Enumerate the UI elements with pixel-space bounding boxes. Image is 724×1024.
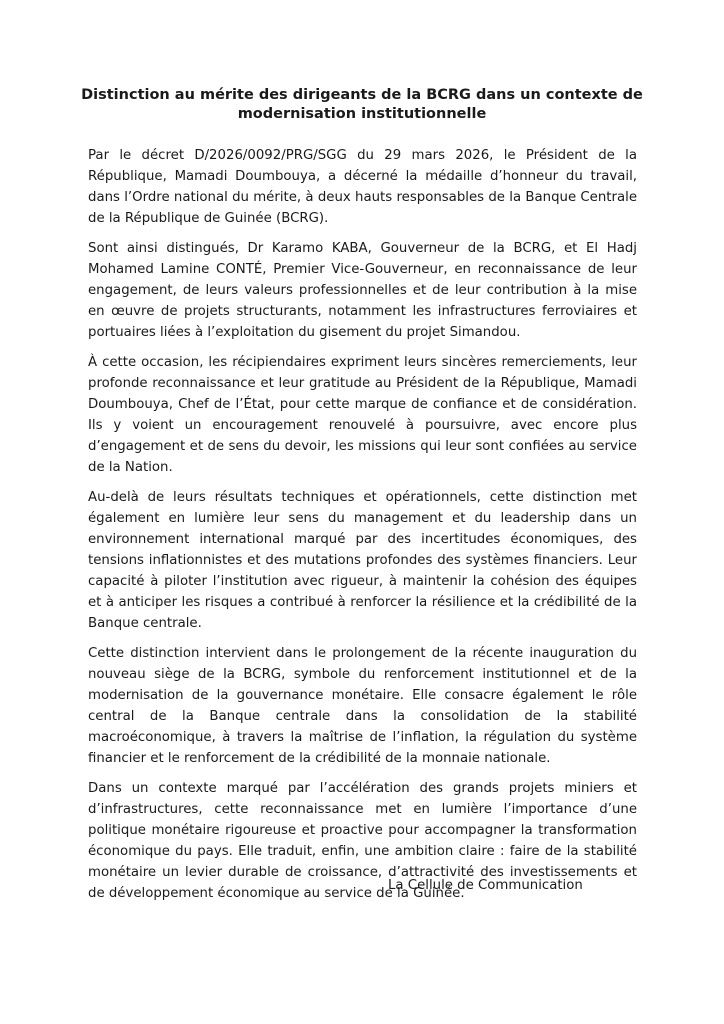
- paragraph-decree: Par le décret D/2026/0092/PRG/SGG du 29 mars 2026, le Président de la République, Mamadi Doumbouya, a décerné la médaille d’honneur du travail, dans l’Ordre national du mérite, à deux hauts responsables de la Banque Centrale de la République de Guinée (BCRG).: [88, 148, 637, 226]
- paragraph-leadership: Au-delà de leurs résultats techniques et opérationnels, cette distinction met également en lumière leur sens du management et du leadership dans un environnement international marqué par des incertitudes économiques, des tensions inflationnistes et des mutations profondes des systèmes financiers. Leur capacité à piloter l’institution avec rigueur, à maintenir la cohésion des équipes et à anticiper les risques a contribué à renforcer la résilience et la crédibilité de la Banque centrale.: [88, 490, 637, 631]
- paragraph-thanks: À cette occasion, les récipiendaires expriment leurs sincères remerciements, leur profonde reconnaissance et leur gratitude au Président de la République, Mamadi Doumbouya, Chef de l’État, pour cette marque de confiance et de considération. Ils y voient un encouragement renouvelé à poursuivre, avec encore plus d’engagement et de sens du devoir, les missions qui leur sont confiées au service de la Nation.: [88, 355, 637, 475]
- paragraph-context: Dans un contexte marqué par l’accélération des grands projets miniers et d’infrastructures, cette reconnaissance met en lumière l’importance d’une politique monétaire rigoureuse et proactive pour accompagner la transformation économique du pays. Elle traduit, enfin, une ambition claire : faire de la stabilité monétaire un levier durable de croissance, d’attractivité des investissements et de développement économique au service de la Guinée.: [88, 781, 637, 901]
- paragraph-recipients: Sont ainsi distingués, Dr Karamo KABA, Gouverneur de la BCRG, et El Hadj Mohamed Lamine CONTÉ, Premier Vice-Gouverneur, en reconnaissance de leur engagement, de leurs valeurs professionnelles et de leur contribution à la mise en œuvre de projets structurants, notamment les infrastructures ferroviaires et portuaires liées à l’exploitation du gisement du projet Simandou.: [88, 241, 637, 340]
- paragraph-headquarters: Cette distinction intervient dans le prolongement de la récente inauguration du nouveau siège de la BCRG, symbole du renforcement institutionnel et de la modernisation de la gouvernance monétaire. Elle consacre également le rôle central de la Banque centrale dans la consolidation de la stabilité macroéconomique, à travers la maîtrise de l’inflation, la régulation du système financier et le renforcement de la crédibilité de la monnaie nationale.: [88, 646, 637, 766]
- signature: La Cellule de Communication: [388, 878, 583, 893]
- document-body: [88, 145, 637, 913]
- document-title: Distinction au mérite des dirigeants de la BCRG dans un contexte de modernisation institutionnelle: [81, 87, 643, 122]
